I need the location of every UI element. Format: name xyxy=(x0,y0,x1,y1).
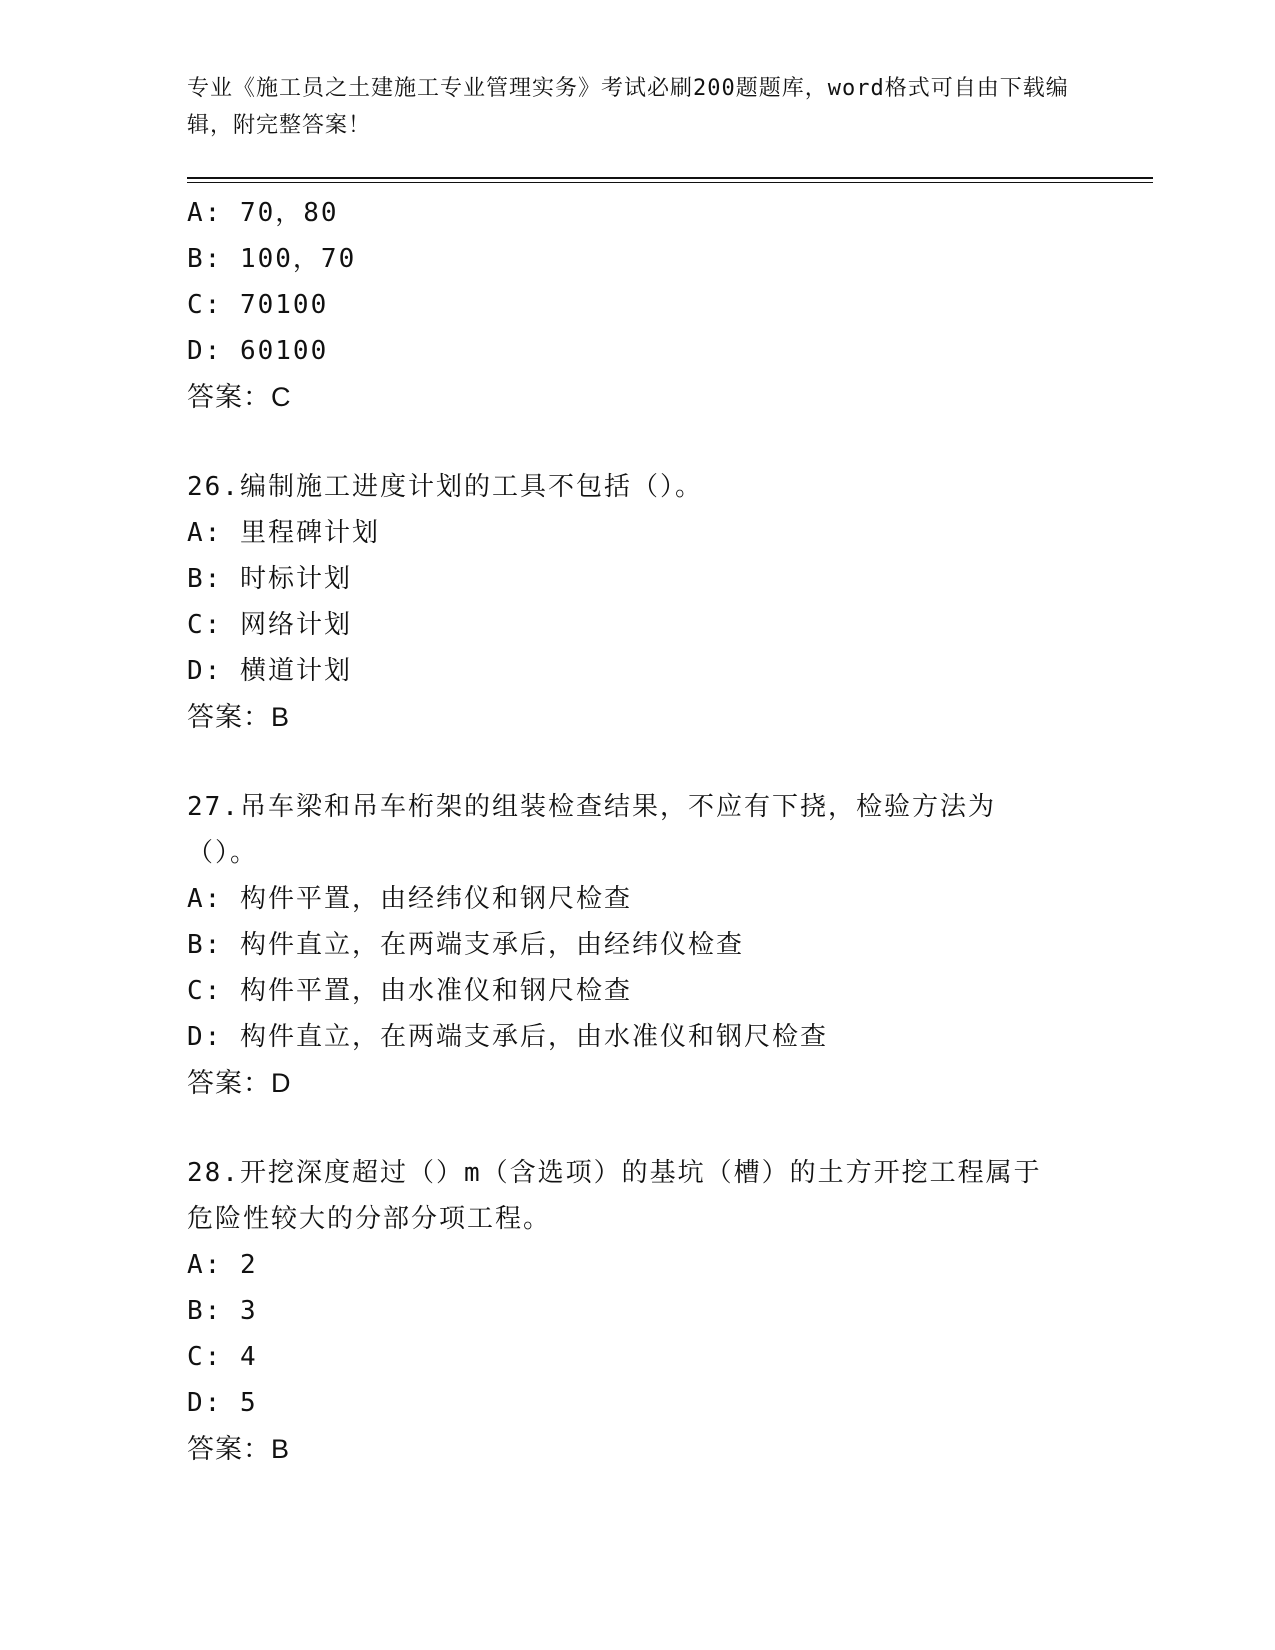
question-block-26 xyxy=(187,464,1087,740)
question-list xyxy=(187,190,1087,1472)
answer-line: 答案：C xyxy=(187,382,292,412)
option-d: D: 5 xyxy=(187,1388,258,1418)
answer-line: 答案：B xyxy=(187,1434,291,1464)
option-a: A: 2 xyxy=(187,1250,258,1280)
header-divider-thin xyxy=(187,182,1153,183)
option-c: C: 70100 xyxy=(187,290,329,320)
header-divider xyxy=(187,177,1153,179)
question-block-prev xyxy=(187,190,1087,420)
option-b: B: 3 xyxy=(187,1296,258,1326)
option-d: D: 横道计划 xyxy=(187,656,352,686)
option-c: C: 构件平置，由水准仪和钢尺检查 xyxy=(187,976,632,1006)
option-d: D: 构件直立，在两端支承后，由水准仪和钢尺检查 xyxy=(187,1022,828,1052)
option-b: B: 100，70 xyxy=(187,244,357,274)
question-block-27 xyxy=(187,784,1087,1106)
option-a: A: 70，80 xyxy=(187,198,339,228)
answer-line: 答案：D xyxy=(187,1068,292,1098)
option-b: B: 构件直立，在两端支承后，由经纬仪检查 xyxy=(187,930,744,960)
document-header: 专业《施工员之土建施工专业管理实务》考试必刷200题题库，word格式可自由下载编辑，附完整答案！ xyxy=(187,76,1069,138)
question-block-28 xyxy=(187,1150,1087,1472)
option-c: C: 4 xyxy=(187,1342,258,1372)
option-a: A: 里程碑计划 xyxy=(187,518,380,548)
answer-line: 答案：B xyxy=(187,702,291,732)
option-a: A: 构件平置，由经纬仪和钢尺检查 xyxy=(187,884,632,914)
question-text: 27.吊车梁和吊车桁架的组装检查结果，不应有下挠，检验方法为（）。 xyxy=(187,792,996,868)
option-b: B: 时标计划 xyxy=(187,564,352,594)
option-c: C: 网络计划 xyxy=(187,610,352,640)
option-d: D: 60100 xyxy=(187,336,329,366)
question-text: 28.开挖深度超过（）m（含选项）的基坑（槽）的土方开挖工程属于危险性较大的分部分项工程。 xyxy=(187,1158,1042,1234)
question-text: 26.编制施工进度计划的工具不包括（）。 xyxy=(187,472,703,502)
